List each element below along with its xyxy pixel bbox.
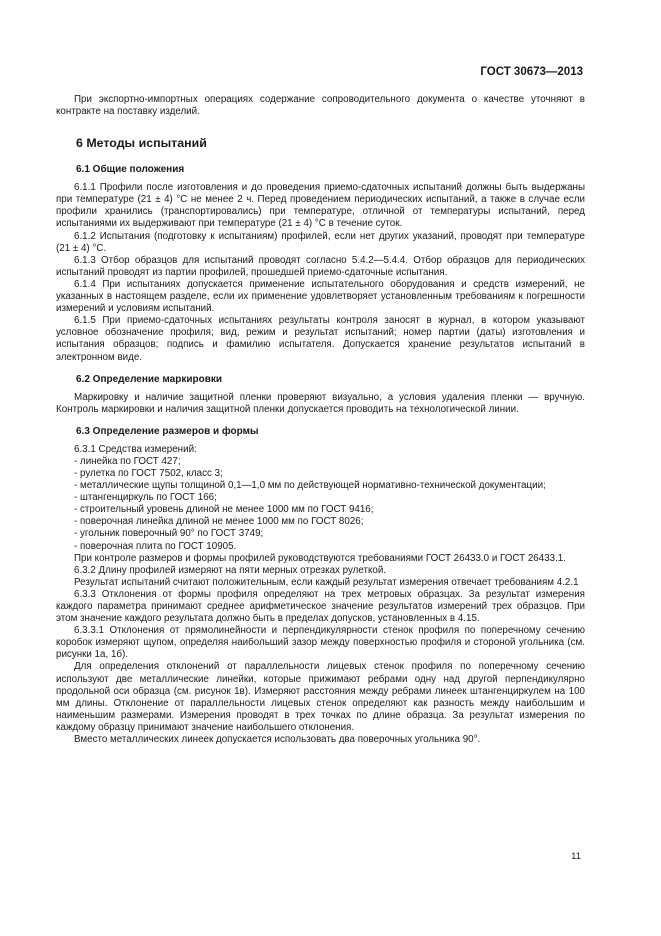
- paragraph-6-1-4: 6.1.4 При испытаниях допускается применение испытательного оборудования и средств измерений, не указанных в настоящем разделе, если их применение удовлетворяет установленным требованиям к погрешности измерений и условиям испытаний.: [56, 278, 585, 315]
- subsection-6-1-heading: 6.1 Общие положения: [76, 164, 185, 176]
- tool-list-item: - поверочная плита по ГОСТ 10905.: [74, 540, 237, 552]
- paragraph-6-1-3: 6.1.3 Отбор образцов для испытаний проводят согласно 5.4.2—5.4.4. Отбор образцов для периодических испытаний проводят из партии профилей, прошедшей приемо-сдаточные испытания.: [56, 254, 585, 278]
- paragraph-6-3-1: 6.3.1 Средства измерений:: [74, 443, 197, 455]
- paragraph-6-3-2: 6.3.2 Длину профилей измеряют на пяти мерных отрезках рулеткой.: [74, 564, 387, 576]
- paragraph-6-3-standards: При контроле размеров и формы профилей руководствуются требованиями ГОСТ 26433.0 и ГОСТ 26433.1.: [74, 552, 566, 564]
- subsection-6-3-heading: 6.3 Определение размеров и формы: [76, 425, 259, 437]
- paragraph-6-3-2-result: Результат испытаний считают положительным, если каждый результат измерения отвечает требованиям 4.2.1: [74, 576, 579, 588]
- paragraph-6-1-2: 6.1.2 Испытания (подготовку к испытаниям) профилей, если нет других указаний, проводят при температуре (21 ± 4) °С.: [56, 230, 585, 254]
- intro-paragraph: При экспортно-импортных операциях содержание сопроводительного документа о качестве уточняют в контракте на поставку изделий.: [56, 94, 585, 118]
- tool-list-item: - строительный уровень длиной не менее 1000 мм по ГОСТ 9416;: [74, 504, 374, 516]
- tool-list-item: - металлические щупы толщиной 0,1—1,0 мм по действующей нормативно-технической документации;: [74, 480, 546, 492]
- paragraph-parallelism: Для определения отклонений от параллельности лицевых стенок профиля по поперечному сечению используют две металлические линейки, которые прижимают ребрами одну над другой перпендикулярно продольной оси образца (см. рисунок 1в). Измеряют расстояния между ребрами линеек штангенциркулем на 100 мм длины. Отклонение от параллельности лицевых стенок определяют как разность между наибольшим и наименьшим размерами. Измерения проводят в трех точках по длине образца. За результат измерения по каждому образцу принимают значение наибольшего отклонения.: [56, 661, 585, 733]
- paragraph-6-3-3-1: 6.3.3.1 Отклонения от прямолинейности и перпендикулярности стенок профиля по поперечному сечению коробок измеряют щупом, определяя наибольший зазор между поверхностью профиля и стороной угольника (см. рисунки 1а, 1б).: [56, 625, 585, 661]
- page-body: [56, 94, 585, 746]
- paragraph-6-1-5: 6.1.5 При приемо-сдаточных испытаниях результаты контроля заносят в журнал, в котором указывают условное обозначение профиля; вид, режим и результат испытаний; номер партии (даты) изготовления и испытания образцов; подпись и фамилию испытателя. Допускается хранение результатов испытаний в электронном виде.: [56, 315, 585, 363]
- paragraph-6-1-1: 6.1.1 Профили после изготовления и до проведения приемо-сдаточных испытаний должны быть выдержаны при температуре (21 ± 4) °С не менее 2 ч. Перед проведением периодических испытаний, а также в случае если профили хранились (транспортировались) при температуре, отличной от температуры испытаний, перед испытаниями их выдерживают при температуре (21 ± 4) °С в течение суток.: [56, 182, 585, 230]
- page-number: 11: [571, 851, 581, 862]
- section-6-heading: 6 Методы испытаний: [76, 136, 207, 151]
- tool-list-item: - угольник поверочный 90° по ГОСТ 3749;: [74, 528, 264, 540]
- tool-list-item: - линейка по ГОСТ 427;: [74, 455, 181, 467]
- document-code: ГОСТ 30673—2013: [480, 66, 583, 78]
- tool-list-item: - поверочная линейка длиной не менее 1000 мм по ГОСТ 8026;: [74, 516, 364, 528]
- paragraph-6-3-3: 6.3.3 Отклонения от формы профиля определяют на трех метровых образцах. За результат измерения каждого параметра принимают среднее арифметическое значение результатов измерений трех образцов. При этом значение каждого результата должно быть в пределах допусков, установленных в 4.15.: [56, 588, 585, 625]
- paragraph-6-2: Маркировку и наличие защитной пленки проверяют визуально, а условия удаления пленки — вручную. Контроль маркировки и наличия защитной пленки допускается проводить на технологической линии.: [56, 391, 585, 415]
- paragraph-angle-substitute: Вместо металлических линеек допускается использовать два поверочных угольника 90°.: [74, 734, 481, 746]
- tool-list-item: - штангенциркуль по ГОСТ 166;: [74, 492, 217, 504]
- tool-list-item: - рулетка по ГОСТ 7502, класс 3;: [74, 467, 223, 479]
- subsection-6-2-heading: 6.2 Определение маркировки: [76, 373, 222, 385]
